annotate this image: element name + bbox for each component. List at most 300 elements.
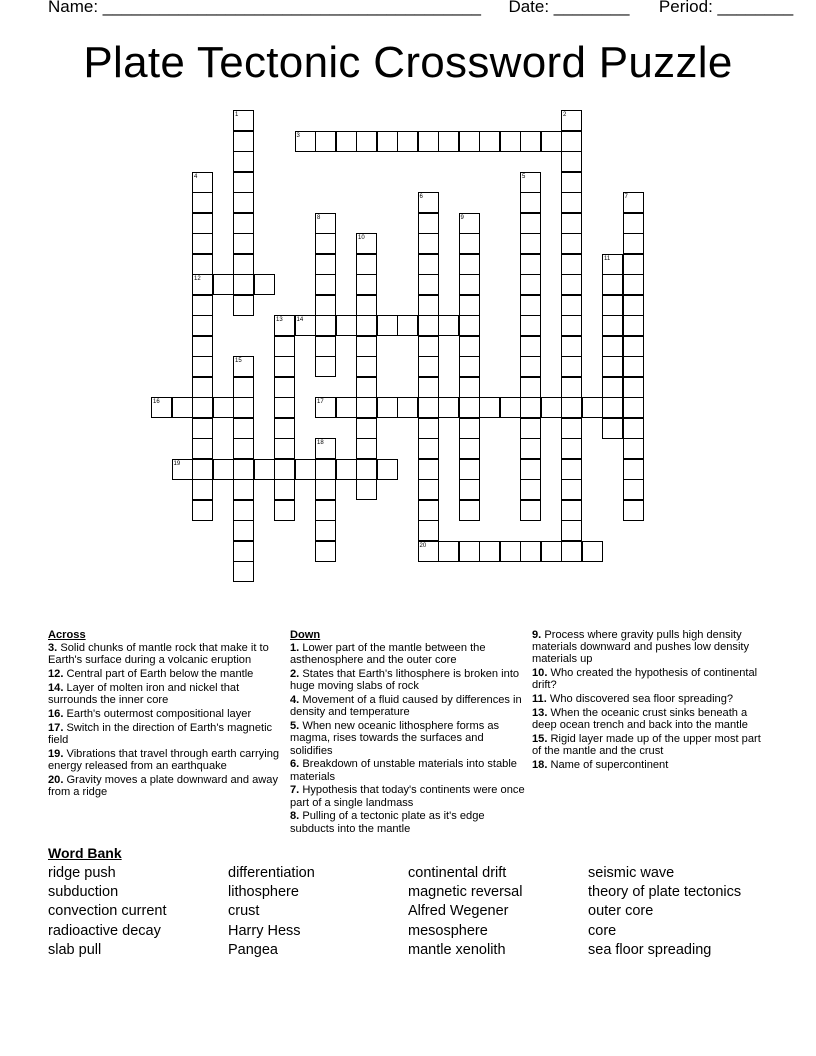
clue-number: 6 — [419, 194, 423, 200]
crossword-cell[interactable] — [213, 459, 234, 480]
crossword-cell[interactable] — [561, 254, 582, 275]
crossword-cell[interactable] — [438, 541, 459, 562]
crossword-cell[interactable] — [561, 295, 582, 316]
crossword-cell[interactable] — [377, 131, 398, 152]
crossword-cell[interactable] — [233, 192, 254, 213]
crossword-cell[interactable] — [192, 397, 213, 418]
crossword-cell[interactable] — [192, 315, 213, 336]
crossword-cell[interactable] — [377, 459, 398, 480]
crossword-cell[interactable] — [623, 213, 644, 234]
crossword-cell[interactable] — [418, 541, 439, 562]
across-clues — [48, 629, 284, 800]
crossword-cell[interactable] — [623, 315, 644, 336]
crossword-cell[interactable] — [582, 541, 603, 562]
clue-number: 16. — [48, 708, 64, 720]
crossword-cell[interactable] — [233, 520, 254, 541]
crossword-cell[interactable] — [459, 459, 480, 480]
crossword-cell[interactable] — [213, 274, 234, 295]
crossword-cell[interactable] — [561, 479, 582, 500]
crossword-cell[interactable] — [315, 438, 336, 459]
crossword-cell[interactable] — [151, 397, 172, 418]
crossword-cell[interactable] — [623, 418, 644, 439]
crossword-cell[interactable] — [520, 192, 541, 213]
period-field[interactable]: Period: ________ — [658, 0, 794, 16]
crossword-cell[interactable] — [418, 377, 439, 398]
crossword-cell[interactable] — [561, 418, 582, 439]
crossword-cell[interactable] — [418, 520, 439, 541]
crossword-cell[interactable] — [377, 315, 398, 336]
crossword-cell[interactable] — [520, 213, 541, 234]
word-bank-item: crust — [228, 903, 260, 920]
crossword-cell[interactable] — [233, 356, 254, 377]
clue-number: 4 — [194, 173, 198, 180]
crossword-cell[interactable] — [623, 479, 644, 500]
crossword-cell[interactable] — [500, 541, 521, 562]
crossword-cell[interactable] — [233, 561, 254, 582]
clue-text: Pulling of a tectonic plate as it's edge subducts into the mantle — [290, 810, 485, 835]
crossword-cell[interactable] — [418, 254, 439, 275]
crossword-cell[interactable] — [459, 356, 480, 377]
clue-text: Lower part of the mantle between the asthenosphere and the outer core — [290, 642, 486, 667]
crossword-cell[interactable] — [233, 479, 254, 500]
crossword-cell[interactable] — [295, 131, 316, 152]
crossword-cell[interactable] — [479, 541, 500, 562]
crossword-cell[interactable] — [520, 356, 541, 377]
crossword-cell[interactable] — [254, 274, 275, 295]
crossword-cell[interactable] — [602, 377, 623, 398]
clue-number: 17. — [48, 721, 64, 734]
crossword-cell[interactable] — [274, 356, 295, 377]
crossword-cell[interactable] — [233, 377, 254, 398]
clue-number: 14 — [296, 317, 304, 323]
crossword-cell[interactable] — [520, 336, 541, 357]
crossword-cell[interactable] — [561, 541, 582, 562]
crossword-cell[interactable] — [397, 131, 418, 152]
crossword-cell[interactable] — [172, 459, 193, 480]
word-bank-item: theory of plate tectonics — [588, 884, 742, 901]
crossword-cell[interactable] — [315, 213, 336, 234]
crossword-cell[interactable] — [315, 131, 336, 152]
word-bank-column — [48, 864, 166, 960]
date-field[interactable]: Date: ________ — [508, 0, 630, 16]
clue-item — [532, 693, 768, 705]
crossword-cell[interactable] — [254, 459, 275, 480]
clue-number: 5 — [522, 173, 526, 180]
crossword-cell[interactable] — [315, 397, 336, 418]
clue-text: Earth's outermost compositional layer — [63, 708, 252, 720]
crossword-cell[interactable] — [315, 356, 336, 377]
crossword-cell[interactable] — [438, 315, 459, 336]
crossword-cell[interactable] — [602, 295, 623, 316]
crossword-cell[interactable] — [623, 438, 644, 459]
word-bank-item: mantle xenolith — [408, 941, 506, 958]
crossword-cell[interactable] — [274, 438, 295, 459]
crossword-cell[interactable] — [479, 397, 500, 418]
crossword-cell[interactable] — [459, 397, 480, 418]
crossword-cell[interactable] — [459, 233, 480, 254]
crossword-cell[interactable] — [418, 295, 439, 316]
crossword-cell[interactable] — [192, 459, 213, 480]
word-bank-item: seismic wave — [588, 865, 675, 881]
word-bank-item: Harry Hess — [228, 922, 301, 939]
crossword-cell[interactable] — [356, 254, 377, 275]
clue-number: 13 — [276, 317, 283, 323]
crossword-cell[interactable] — [192, 356, 213, 377]
crossword-cell[interactable] — [520, 172, 541, 193]
crossword-cell[interactable] — [233, 274, 254, 295]
crossword-cell[interactable] — [233, 459, 254, 480]
crossword-cell[interactable] — [459, 336, 480, 357]
crossword-cell[interactable] — [274, 397, 295, 418]
clue-text: Layer of molten iron and nickel that surrounds the inner core — [48, 682, 240, 707]
clue-number: 10. — [532, 667, 548, 680]
crossword-cell[interactable] — [356, 233, 377, 254]
crossword-cell[interactable] — [336, 459, 357, 480]
clue-number: 11 — [604, 255, 611, 262]
crossword-cell[interactable] — [418, 233, 439, 254]
crossword-cell[interactable] — [418, 479, 439, 500]
clue-number: 18. — [532, 759, 548, 771]
crossword-cell[interactable] — [356, 459, 377, 480]
crossword-cell[interactable] — [315, 274, 336, 295]
crossword-cell[interactable] — [561, 151, 582, 172]
crossword-cell[interactable] — [397, 315, 418, 336]
crossword-cell[interactable] — [192, 172, 213, 193]
clue-number: 20 — [419, 542, 427, 549]
clue-number: 16 — [153, 399, 160, 405]
clue-number: 20. — [48, 773, 64, 786]
crossword-cell[interactable] — [192, 192, 213, 213]
crossword-cell[interactable] — [233, 151, 254, 172]
word-bank-item: magnetic reversal — [408, 884, 523, 901]
crossword-cell[interactable] — [418, 500, 439, 521]
clue-text: Who created the hypothesis of continental drift? — [532, 667, 758, 692]
clue-number: 5. — [290, 720, 300, 733]
crossword-cell[interactable] — [315, 315, 336, 336]
crossword-cell[interactable] — [438, 397, 459, 418]
crossword-cell[interactable] — [459, 213, 480, 234]
clue-item — [532, 707, 768, 731]
crossword-cell[interactable] — [356, 397, 377, 418]
crossword-cell[interactable] — [520, 438, 541, 459]
crossword-cell[interactable] — [520, 479, 541, 500]
crossword-cell[interactable] — [192, 233, 213, 254]
crossword-cell[interactable] — [192, 438, 213, 459]
crossword-cell[interactable] — [520, 254, 541, 275]
name-field[interactable]: Name: ________________________________________ — [48, 0, 481, 16]
crossword-cell[interactable] — [233, 131, 254, 152]
down-heading: Down — [290, 629, 321, 641]
word-bank-item: radioactive decay — [48, 922, 161, 939]
crossword-cell[interactable] — [561, 131, 582, 152]
crossword-cell[interactable] — [315, 295, 336, 316]
clue-item — [48, 708, 284, 720]
clue-item — [48, 682, 284, 706]
crossword-cell[interactable] — [459, 315, 480, 336]
clue-number: 14. — [48, 682, 64, 694]
word-bank-item: convection current — [48, 903, 167, 920]
crossword-cell[interactable] — [233, 110, 254, 131]
clue-number: 7 — [624, 194, 628, 200]
down-clues-continued — [532, 629, 768, 773]
clue-item — [48, 722, 284, 746]
crossword-cell[interactable] — [459, 254, 480, 275]
clue-text: Name of supercontinent — [547, 759, 669, 771]
crossword-cell[interactable] — [459, 295, 480, 316]
clue-text: When the oceanic crust sinks beneath a deep ocean trench and back into the mantle — [532, 707, 748, 732]
crossword-cell[interactable] — [356, 131, 377, 152]
crossword-cell[interactable] — [192, 377, 213, 398]
crossword-cell[interactable] — [295, 459, 316, 480]
crossword-cell[interactable] — [520, 377, 541, 398]
crossword-cell[interactable] — [274, 336, 295, 357]
crossword-cell[interactable] — [233, 233, 254, 254]
clue-text: Rigid layer made up of the upper most part of the mantle and the crust — [532, 733, 761, 758]
crossword-cell[interactable] — [356, 377, 377, 398]
crossword-cell[interactable] — [377, 397, 398, 418]
crossword-cell[interactable] — [356, 438, 377, 459]
clue-item — [48, 748, 284, 772]
crossword-cell[interactable] — [418, 356, 439, 377]
down-clues — [290, 629, 526, 836]
crossword-cell[interactable] — [192, 295, 213, 316]
crossword-cell[interactable] — [602, 336, 623, 357]
crossword-cell[interactable] — [213, 397, 234, 418]
word-bank-item: outer core — [588, 903, 654, 920]
crossword-cell[interactable] — [561, 356, 582, 377]
crossword-cell[interactable] — [336, 315, 357, 336]
crossword-cell[interactable] — [233, 254, 254, 275]
word-bank-item: continental drift — [408, 865, 507, 881]
crossword-cell[interactable] — [520, 541, 541, 562]
crossword-cell[interactable] — [315, 336, 336, 357]
crossword-cell[interactable] — [623, 254, 644, 275]
clue-item — [290, 720, 526, 757]
crossword-cell[interactable] — [356, 418, 377, 439]
crossword-cell[interactable] — [479, 131, 500, 152]
crossword-cell[interactable] — [602, 356, 623, 377]
crossword-cell[interactable] — [520, 500, 541, 521]
crossword-cell[interactable] — [561, 172, 582, 193]
crossword-cell[interactable] — [356, 274, 377, 295]
crossword-cell[interactable] — [459, 377, 480, 398]
crossword-cell[interactable] — [561, 520, 582, 541]
crossword-cell[interactable] — [192, 213, 213, 234]
crossword-cell[interactable] — [561, 233, 582, 254]
clue-number: 15 — [235, 358, 242, 364]
crossword-cell[interactable] — [356, 336, 377, 357]
clue-number: 3. — [48, 642, 58, 655]
clue-number: 10 — [358, 235, 365, 241]
word-bank-item: lithosphere — [228, 884, 299, 901]
crossword-cell[interactable] — [315, 233, 336, 254]
crossword-cell[interactable] — [602, 315, 623, 336]
crossword-cell[interactable] — [274, 479, 295, 500]
crossword-cell[interactable] — [541, 541, 562, 562]
crossword-cell[interactable] — [623, 377, 644, 398]
crossword-cell[interactable] — [520, 418, 541, 439]
crossword-cell[interactable] — [418, 336, 439, 357]
crossword-cell[interactable] — [356, 479, 377, 500]
crossword-cell[interactable] — [315, 254, 336, 275]
clue-number: 2 — [563, 112, 567, 118]
crossword-cell[interactable] — [459, 131, 480, 152]
crossword-cell[interactable] — [582, 397, 603, 418]
crossword-cell[interactable] — [541, 131, 562, 152]
clue-number: 4. — [290, 694, 300, 707]
crossword-cell[interactable] — [356, 295, 377, 316]
crossword-cell[interactable] — [233, 500, 254, 521]
crossword-cell[interactable] — [418, 438, 439, 459]
crossword-cell[interactable] — [459, 541, 480, 562]
crossword-cell[interactable] — [397, 397, 418, 418]
crossword-cell[interactable] — [233, 172, 254, 193]
crossword-cell[interactable] — [233, 418, 254, 439]
crossword-cell[interactable] — [192, 336, 213, 357]
crossword-cell[interactable] — [520, 459, 541, 480]
clue-text: Switch in the direction of Earth's magnetic field — [48, 721, 273, 746]
crossword-cell[interactable] — [541, 397, 562, 418]
crossword-cell[interactable] — [500, 397, 521, 418]
clue-number: 18 — [317, 440, 324, 446]
clue-number: 15. — [532, 733, 548, 745]
crossword-cell[interactable] — [500, 131, 521, 152]
crossword-cell[interactable] — [520, 233, 541, 254]
crossword-cell[interactable] — [233, 438, 254, 459]
crossword-cell[interactable] — [356, 315, 377, 336]
crossword-cell[interactable] — [459, 438, 480, 459]
crossword-cell[interactable] — [233, 541, 254, 562]
crossword-cell[interactable] — [561, 274, 582, 295]
crossword-cell[interactable] — [561, 192, 582, 213]
crossword-cell[interactable] — [172, 397, 193, 418]
crossword-cell[interactable] — [561, 459, 582, 480]
crossword-cell[interactable] — [602, 397, 623, 418]
crossword-cell[interactable] — [623, 397, 644, 418]
word-bank-item: slab pull — [48, 941, 102, 958]
crossword-cell[interactable] — [459, 479, 480, 500]
clue-number: 1. — [290, 642, 300, 655]
crossword-cell[interactable] — [418, 315, 439, 336]
crossword-cell[interactable] — [315, 520, 336, 541]
crossword-cell[interactable] — [561, 500, 582, 521]
crossword-cell[interactable] — [336, 131, 357, 152]
crossword-cell[interactable] — [623, 295, 644, 316]
clue-text: Movement of a fluid caused by differences in density and temperature — [290, 694, 522, 719]
crossword-cell[interactable] — [418, 418, 439, 439]
crossword-cell[interactable] — [295, 315, 316, 336]
crossword-cell[interactable] — [418, 213, 439, 234]
clue-text: States that Earth's lithosphere is broken into huge moving slabs of rock — [290, 668, 520, 693]
crossword-cell[interactable] — [438, 131, 459, 152]
crossword-cell[interactable] — [520, 397, 541, 418]
clue-item — [290, 668, 526, 692]
crossword-cell[interactable] — [274, 418, 295, 439]
clue-number: 6. — [290, 758, 300, 771]
crossword-cell[interactable] — [192, 274, 213, 295]
clue-number: 3 — [296, 132, 300, 139]
crossword-cell[interactable] — [561, 397, 582, 418]
clue-text: When new oceanic lithosphere forms as magma, rises towards the surfaces and solidifies — [290, 720, 500, 757]
word-bank-heading: Word Bank — [48, 845, 122, 861]
crossword-cell[interactable] — [561, 213, 582, 234]
crossword-cell[interactable] — [192, 418, 213, 439]
crossword-cell[interactable] — [315, 500, 336, 521]
crossword-cell[interactable] — [192, 254, 213, 275]
crossword-cell[interactable] — [274, 315, 295, 336]
crossword-cell[interactable] — [418, 131, 439, 152]
crossword-cell[interactable] — [192, 479, 213, 500]
crossword-cell[interactable] — [623, 459, 644, 480]
crossword-cell[interactable] — [459, 274, 480, 295]
crossword-cell[interactable] — [192, 500, 213, 521]
crossword-cell[interactable] — [336, 397, 357, 418]
crossword-cell[interactable] — [520, 295, 541, 316]
crossword-cell[interactable] — [602, 418, 623, 439]
crossword-cell[interactable] — [561, 110, 582, 131]
crossword-cell[interactable] — [418, 192, 439, 213]
word-bank-item: ridge push — [48, 865, 116, 881]
crossword-cell[interactable] — [602, 254, 623, 275]
crossword-cell[interactable] — [274, 500, 295, 521]
clue-number: 2. — [290, 668, 300, 681]
crossword-cell[interactable] — [623, 500, 644, 521]
crossword-cell[interactable] — [233, 397, 254, 418]
crossword-cell[interactable] — [602, 274, 623, 295]
clue-number: 8. — [290, 810, 300, 823]
crossword-cell[interactable] — [418, 397, 439, 418]
crossword-cell[interactable] — [623, 356, 644, 377]
crossword-cell[interactable] — [233, 295, 254, 316]
word-bank-column — [408, 864, 522, 960]
crossword-cell[interactable] — [418, 459, 439, 480]
crossword-cell[interactable] — [623, 274, 644, 295]
clue-number: 11. — [532, 693, 547, 706]
crossword-cell[interactable] — [274, 377, 295, 398]
crossword-cell[interactable] — [623, 192, 644, 213]
crossword-cell[interactable] — [418, 274, 439, 295]
crossword-cell[interactable] — [561, 336, 582, 357]
word-bank-item: mesosphere — [408, 922, 488, 939]
crossword-cell[interactable] — [561, 315, 582, 336]
clue-item — [290, 810, 526, 834]
clue-text: Who discovered sea floor spreading? — [546, 693, 734, 706]
word-bank-item: core — [588, 922, 617, 939]
crossword-cell[interactable] — [315, 541, 336, 562]
crossword-cell[interactable] — [561, 438, 582, 459]
clue-number: 12. — [48, 668, 64, 681]
crossword-cell[interactable] — [520, 131, 541, 152]
crossword-cell[interactable] — [274, 459, 295, 480]
clue-item — [290, 694, 526, 718]
clue-item — [290, 784, 526, 808]
word-bank-item: Pangea — [228, 941, 278, 958]
crossword-cell[interactable] — [520, 315, 541, 336]
crossword-cell[interactable] — [315, 459, 336, 480]
crossword-cell[interactable] — [356, 356, 377, 377]
crossword-cell[interactable] — [233, 213, 254, 234]
crossword-cell[interactable] — [459, 500, 480, 521]
crossword-cell[interactable] — [459, 418, 480, 439]
crossword-cell[interactable] — [623, 336, 644, 357]
clue-item — [48, 774, 284, 798]
crossword-cell[interactable] — [561, 377, 582, 398]
clue-text: Central part of Earth below the mantle — [63, 668, 254, 681]
crossword-cell[interactable] — [623, 233, 644, 254]
clue-item — [532, 629, 768, 666]
crossword-cell[interactable] — [520, 274, 541, 295]
crossword-cell[interactable] — [315, 479, 336, 500]
